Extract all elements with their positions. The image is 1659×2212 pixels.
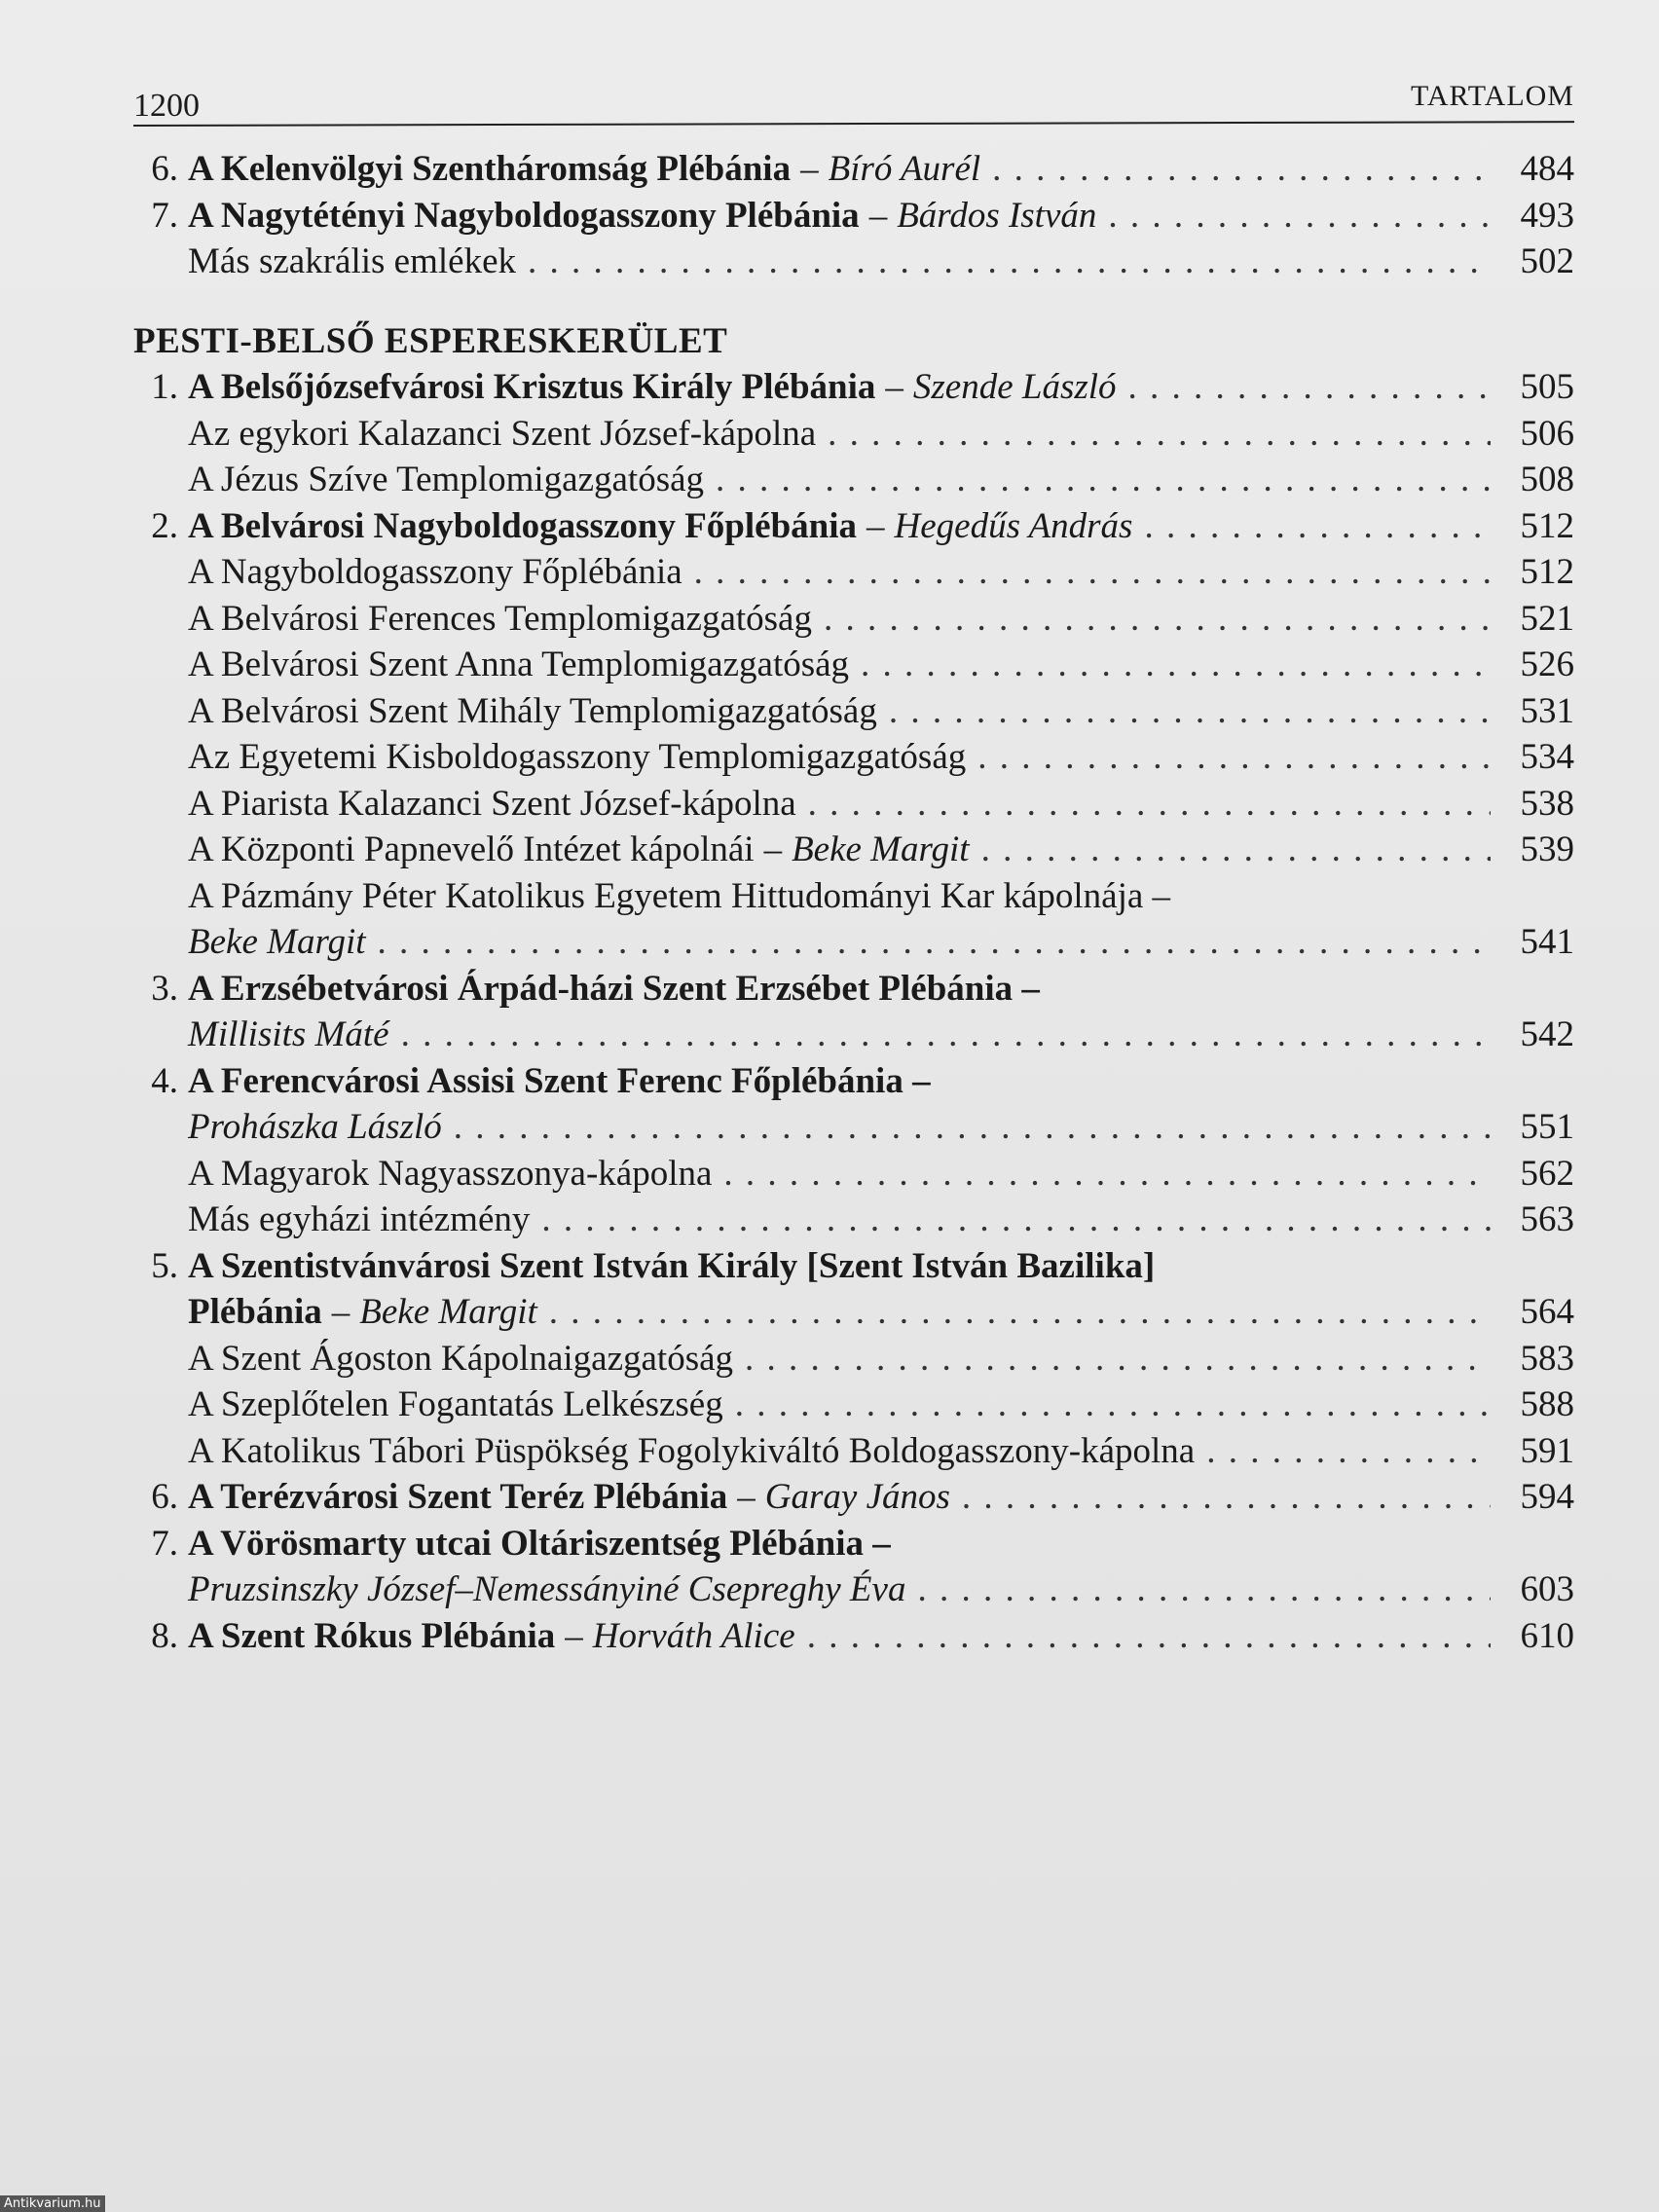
entry-page: 610 — [1520, 1615, 1574, 1656]
entry-title: A Belsőjózsefvárosi Krisztus Király Plébánia — [188, 367, 876, 407]
entry-number: 3. — [151, 968, 178, 1009]
dot-leader — [917, 1567, 1491, 1613]
entry-author: Prohászka László — [188, 1107, 442, 1147]
dot-leader — [1144, 503, 1491, 550]
toc-subentry — [133, 1382, 1574, 1428]
toc-subentry — [133, 549, 1574, 596]
entry-page: 563 — [1520, 1199, 1574, 1239]
dot-leader — [723, 1151, 1491, 1198]
entry-number: 7. — [151, 195, 178, 236]
dot-leader — [992, 146, 1491, 193]
entry-number: 7. — [151, 1523, 178, 1564]
entry-page: 534 — [1520, 737, 1574, 777]
dot-leader — [807, 1613, 1491, 1660]
entry-title: A Belvárosi Nagyboldogasszony Főplébánia — [188, 505, 858, 546]
entry-page: 551 — [1520, 1107, 1574, 1147]
entry-page: 594 — [1520, 1477, 1574, 1517]
entry-page: 493 — [1520, 195, 1574, 236]
toc-entry — [133, 1058, 1574, 1105]
toc-subentry — [133, 457, 1574, 503]
entry-page: 531 — [1520, 690, 1574, 731]
dash: – — [331, 1292, 350, 1332]
entry-author: Millisits Máté — [188, 1014, 389, 1054]
dash: – — [885, 367, 903, 407]
toc-entry-continued — [133, 1104, 1574, 1151]
entry-author: Pruzsinszky József–Nemessányiné Csepreghy Éva — [188, 1569, 906, 1609]
entry-title: A Ferencvárosi Assisi Szent Ferenc Főplébánia – — [188, 1060, 931, 1101]
entry-page: 508 — [1520, 460, 1574, 499]
entry-title: A Szent Rókus Plébánia — [188, 1615, 556, 1656]
dot-leader — [735, 1382, 1491, 1428]
toc-entry — [133, 1474, 1574, 1521]
dot-leader — [378, 919, 1491, 966]
entry-title: A Terézvárosi Szent Teréz Plébánia — [188, 1477, 728, 1517]
entry-title: A Kelenvölgyi Szentháromság Plébánia — [188, 149, 792, 189]
dash: – — [866, 505, 885, 546]
entry-page: 562 — [1520, 1153, 1574, 1194]
entry-page: 539 — [1520, 830, 1574, 869]
entry-page: 506 — [1520, 413, 1574, 454]
entry-number: 6. — [151, 149, 178, 189]
subentry-title: A Szeplőtelen Fogantatás Lelkészség — [188, 1384, 723, 1424]
toc-subentry — [133, 642, 1574, 688]
dash: – — [763, 830, 783, 869]
dot-leader — [401, 1012, 1491, 1058]
dot-leader — [454, 1104, 1491, 1151]
subentry-title: A Pázmány Péter Katolikus Egyetem Hittudományi Kar kápolnája – — [188, 875, 1171, 916]
entry-page: 583 — [1520, 1338, 1574, 1379]
entry-number: 4. — [151, 1060, 178, 1101]
toc-subentry — [133, 1428, 1574, 1475]
dash: – — [737, 1477, 756, 1517]
subentry-author: Beke Margit — [188, 922, 366, 962]
toc-subentry — [133, 596, 1574, 643]
entry-author: Hegedűs András — [894, 505, 1133, 546]
entry-title: A Szentistvánvárosi Szent István Király [Szent István Bazilika] — [188, 1245, 1156, 1286]
dot-leader — [861, 642, 1491, 688]
entry-author: Bíró Aurél — [828, 149, 981, 189]
toc-subentry — [133, 873, 1574, 920]
entry-page: 512 — [1520, 552, 1574, 592]
dot-leader — [549, 1289, 1491, 1336]
subentry-title: A Magyarok Nagyasszonya-kápolna — [188, 1153, 713, 1194]
entry-page: 541 — [1520, 922, 1574, 962]
toc-subentry — [133, 781, 1574, 828]
dot-leader — [541, 1197, 1491, 1243]
dot-leader — [694, 549, 1491, 596]
dot-leader — [828, 411, 1491, 458]
entry-page: 505 — [1520, 367, 1574, 407]
toc-entry — [133, 364, 1574, 411]
subentry-title: A Belvárosi Szent Anna Templomigazgatóság — [188, 645, 850, 684]
entry-number: 1. — [151, 367, 178, 407]
entry-author: Szende László — [912, 367, 1117, 407]
dash: – — [868, 195, 888, 236]
toc-entry-continued — [133, 1289, 1574, 1336]
entry-author: Beke Margit — [359, 1292, 537, 1332]
dot-leader — [716, 457, 1491, 503]
entry-page: 512 — [1520, 505, 1574, 546]
toc-entry — [133, 1521, 1574, 1567]
toc-entry — [133, 1243, 1574, 1290]
dot-leader — [981, 827, 1491, 873]
dot-leader — [528, 239, 1491, 285]
toc-entry — [133, 146, 1574, 193]
entry-page: 526 — [1520, 645, 1574, 684]
entry-title-continued: Plébánia — [188, 1292, 322, 1332]
dot-leader — [745, 1336, 1491, 1382]
dot-leader — [977, 734, 1491, 781]
subentry-title: Más egyházi intézmény — [188, 1199, 531, 1239]
entry-page: 521 — [1520, 598, 1574, 639]
entry-page: 588 — [1520, 1384, 1574, 1424]
entry-page: 484 — [1520, 149, 1574, 189]
entry-author: Bárdos István — [897, 195, 1097, 236]
running-head: TARTALOM — [1410, 80, 1574, 112]
dash: – — [565, 1615, 583, 1656]
dot-leader — [808, 781, 1491, 828]
toc-entry-continued — [133, 1012, 1574, 1058]
dash: – — [800, 149, 819, 189]
toc-entry — [133, 1613, 1574, 1660]
dot-leader — [1128, 364, 1491, 411]
entry-page: 591 — [1520, 1430, 1574, 1471]
toc-entry — [133, 503, 1574, 550]
subentry-title: A Központi Papnevelő Intézet kápolnái — [188, 830, 755, 869]
subentry-title: Más szakrális emlékek — [188, 241, 516, 281]
dot-leader — [962, 1474, 1491, 1521]
page-number: 1200 — [133, 88, 200, 124]
subentry-title: A Katolikus Tábori Püspökség Fogolykiváltó Boldogasszony-kápolna — [188, 1430, 1196, 1471]
entry-number: 5. — [151, 1245, 178, 1286]
dot-leader — [1206, 1428, 1491, 1475]
toc-subentry — [133, 1197, 1574, 1243]
entry-number: 6. — [151, 1477, 178, 1517]
subentry-title: A Piarista Kalazanci Szent József-kápolna — [188, 783, 796, 824]
toc-entry-continued — [133, 1567, 1574, 1613]
table-of-contents — [133, 146, 1574, 1659]
entry-title: A Erzsébetvárosi Árpád-házi Szent Erzsébet Plébánia – — [188, 968, 1040, 1009]
watermark: Antikvarium.hu — [0, 2195, 105, 2212]
entry-author: Garay János — [764, 1477, 950, 1517]
entry-number: 2. — [151, 505, 178, 546]
toc-subentry — [133, 411, 1574, 458]
entry-page: 564 — [1520, 1292, 1574, 1332]
dot-leader — [889, 688, 1491, 735]
subentry-title: A Nagyboldogasszony Főplébánia — [188, 552, 682, 592]
toc-entry — [133, 966, 1574, 1013]
subentry-title: Az egykori Kalazanci Szent József-kápolna — [188, 413, 817, 454]
subentry-title: A Belvárosi Szent Mihály Templomigazgatóság — [188, 690, 877, 731]
toc-subentry — [133, 1336, 1574, 1382]
toc-subentry — [133, 1151, 1574, 1198]
toc-subentry — [133, 688, 1574, 735]
entry-page: 542 — [1520, 1014, 1574, 1054]
dot-leader — [1108, 193, 1491, 240]
entry-title: A Nagytétényi Nagyboldogasszony Plébánia — [188, 195, 860, 236]
subentry-title: Az Egyetemi Kisboldogasszony Templomigazgatóság — [188, 737, 967, 777]
entry-page: 538 — [1520, 783, 1574, 824]
dot-leader — [824, 596, 1491, 643]
toc-subentry-continued — [133, 919, 1574, 966]
entry-page: 502 — [1520, 241, 1574, 281]
entry-title: A Vörösmarty utcai Oltáriszentség Plébánia – — [188, 1523, 891, 1564]
entry-author: Horváth Alice — [592, 1615, 795, 1656]
section-heading: PESTI-BELSŐ ESPERESKERÜLET — [133, 320, 728, 361]
toc-subentry — [133, 734, 1574, 781]
subentry-title: A Belvárosi Ferences Templomigazgatóság — [188, 598, 812, 639]
toc-subentry — [133, 827, 1574, 873]
subentry-author: Beke Margit — [792, 830, 970, 869]
toc-entry — [133, 193, 1574, 240]
entry-page: 603 — [1520, 1569, 1574, 1609]
subentry-title: A Jézus Szíve Templomigazgatóság — [188, 460, 705, 499]
entry-number: 8. — [151, 1615, 178, 1656]
subentry-title: A Szent Ágoston Kápolnaigazgatóság — [188, 1338, 734, 1379]
toc-subentry — [133, 239, 1574, 285]
